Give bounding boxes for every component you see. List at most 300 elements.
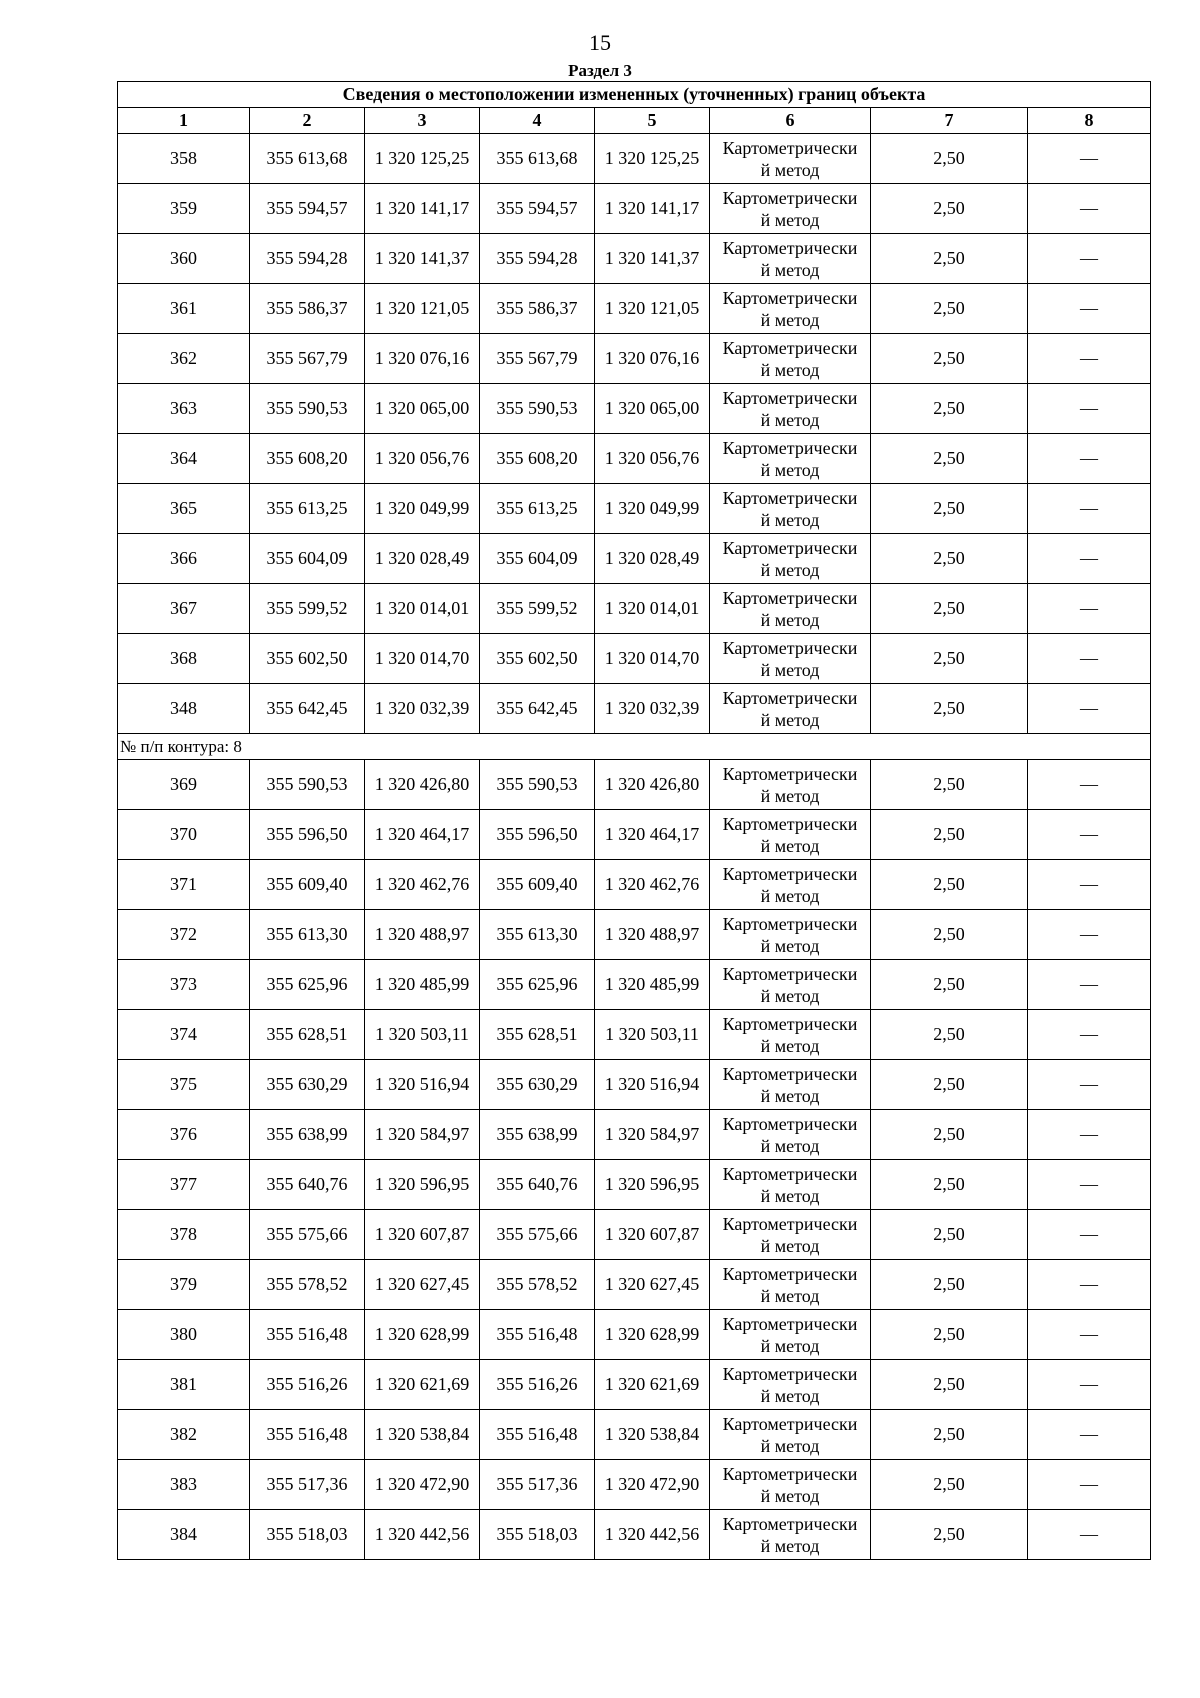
accuracy-cell: 2,50 bbox=[871, 384, 1028, 434]
description-cell: — bbox=[1028, 634, 1151, 684]
table-row bbox=[118, 1510, 1151, 1560]
method-cell bbox=[710, 584, 871, 634]
method-line-1: Картометрически bbox=[722, 1263, 858, 1284]
description-cell: — bbox=[1028, 1010, 1151, 1060]
x-new-cell: 355 625,96 bbox=[480, 960, 595, 1010]
method-line-2: й метод bbox=[760, 1135, 820, 1156]
y-new-cell: 1 320 627,45 bbox=[595, 1260, 710, 1310]
x-new-cell: 355 586,37 bbox=[480, 284, 595, 334]
point-number-cell: 370 bbox=[118, 810, 250, 860]
method-line-1: Картометрически bbox=[722, 1363, 858, 1384]
table-caption: Сведения о местоположении измененных (уточненных) границ объекта bbox=[118, 82, 1151, 108]
accuracy-cell: 2,50 bbox=[871, 584, 1028, 634]
method-line-1: Картометрически bbox=[722, 863, 858, 884]
method-line-1: Картометрически bbox=[722, 137, 858, 158]
description-cell: — bbox=[1028, 584, 1151, 634]
x-new-cell: 355 590,53 bbox=[480, 760, 595, 810]
point-number-cell: 377 bbox=[118, 1160, 250, 1210]
y-old-cell: 1 320 125,25 bbox=[365, 134, 480, 184]
x-new-cell: 355 516,26 bbox=[480, 1360, 595, 1410]
y-old-cell: 1 320 121,05 bbox=[365, 284, 480, 334]
method-line-2: й метод bbox=[760, 609, 820, 630]
x-old-cell: 355 516,48 bbox=[250, 1410, 365, 1460]
description-cell: — bbox=[1028, 484, 1151, 534]
y-new-cell: 1 320 462,76 bbox=[595, 860, 710, 910]
description-cell: — bbox=[1028, 234, 1151, 284]
x-old-cell: 355 516,48 bbox=[250, 1310, 365, 1360]
x-old-cell: 355 642,45 bbox=[250, 684, 365, 734]
method-line-2: й метод bbox=[760, 209, 820, 230]
accuracy-cell: 2,50 bbox=[871, 1110, 1028, 1160]
method-line-1: Картометрически bbox=[722, 287, 858, 308]
table-row bbox=[118, 1410, 1151, 1460]
y-new-cell: 1 320 472,90 bbox=[595, 1460, 710, 1510]
x-old-cell: 355 517,36 bbox=[250, 1460, 365, 1510]
method-cell bbox=[710, 534, 871, 584]
description-cell: — bbox=[1028, 434, 1151, 484]
table-row bbox=[118, 484, 1151, 534]
x-old-cell: 355 609,40 bbox=[250, 860, 365, 910]
point-number-cell: 373 bbox=[118, 960, 250, 1010]
point-number-cell: 384 bbox=[118, 1510, 250, 1560]
x-old-cell: 355 567,79 bbox=[250, 334, 365, 384]
accuracy-cell: 2,50 bbox=[871, 1010, 1028, 1060]
description-cell: — bbox=[1028, 1510, 1151, 1560]
y-new-cell: 1 320 628,99 bbox=[595, 1310, 710, 1360]
accuracy-cell: 2,50 bbox=[871, 910, 1028, 960]
x-new-cell: 355 599,52 bbox=[480, 584, 595, 634]
method-cell bbox=[710, 684, 871, 734]
accuracy-cell: 2,50 bbox=[871, 860, 1028, 910]
table-row bbox=[118, 1210, 1151, 1260]
x-new-cell: 355 575,66 bbox=[480, 1210, 595, 1260]
point-number-cell: 376 bbox=[118, 1110, 250, 1160]
method-line-2: й метод bbox=[760, 1085, 820, 1106]
y-new-cell: 1 320 076,16 bbox=[595, 334, 710, 384]
method-line-2: й метод bbox=[760, 1435, 820, 1456]
table-row bbox=[118, 1110, 1151, 1160]
contour-label: № п/п контура: 8 bbox=[118, 734, 1151, 760]
accuracy-cell: 2,50 bbox=[871, 634, 1028, 684]
x-old-cell: 355 594,57 bbox=[250, 184, 365, 234]
y-old-cell: 1 320 141,37 bbox=[365, 234, 480, 284]
method-line-1: Картометрически bbox=[722, 537, 858, 558]
method-line-2: й метод bbox=[760, 459, 820, 480]
boundary-table bbox=[117, 81, 1151, 1560]
y-new-cell: 1 320 014,70 bbox=[595, 634, 710, 684]
x-old-cell: 355 590,53 bbox=[250, 384, 365, 434]
y-old-cell: 1 320 628,99 bbox=[365, 1310, 480, 1360]
y-old-cell: 1 320 584,97 bbox=[365, 1110, 480, 1160]
accuracy-cell: 2,50 bbox=[871, 1160, 1028, 1210]
y-old-cell: 1 320 472,90 bbox=[365, 1460, 480, 1510]
method-line-1: Картометрически bbox=[722, 337, 858, 358]
y-old-cell: 1 320 503,11 bbox=[365, 1010, 480, 1060]
column-header-4: 4 bbox=[480, 108, 595, 134]
point-number-cell: 379 bbox=[118, 1260, 250, 1310]
y-old-cell: 1 320 516,94 bbox=[365, 1060, 480, 1110]
x-new-cell: 355 594,57 bbox=[480, 184, 595, 234]
method-cell bbox=[710, 384, 871, 434]
x-new-cell: 355 640,76 bbox=[480, 1160, 595, 1210]
accuracy-cell: 2,50 bbox=[871, 334, 1028, 384]
table-row bbox=[118, 284, 1151, 334]
point-number-cell: 368 bbox=[118, 634, 250, 684]
description-cell: — bbox=[1028, 1310, 1151, 1360]
method-line-1: Картометрически bbox=[722, 487, 858, 508]
y-old-cell: 1 320 014,70 bbox=[365, 634, 480, 684]
method-line-2: й метод bbox=[760, 359, 820, 380]
method-line-2: й метод bbox=[760, 1235, 820, 1256]
method-line-1: Картометрически bbox=[722, 1113, 858, 1134]
method-line-1: Картометрически bbox=[722, 1163, 858, 1184]
page-number: 15 bbox=[589, 30, 611, 55]
y-old-cell: 1 320 442,56 bbox=[365, 1510, 480, 1560]
method-cell bbox=[710, 860, 871, 910]
y-new-cell: 1 320 607,87 bbox=[595, 1210, 710, 1260]
accuracy-cell: 2,50 bbox=[871, 1460, 1028, 1510]
point-number-cell: 359 bbox=[118, 184, 250, 234]
method-line-2: й метод bbox=[760, 559, 820, 580]
description-cell: — bbox=[1028, 284, 1151, 334]
method-line-1: Картометрически bbox=[722, 1063, 858, 1084]
x-new-cell: 355 516,48 bbox=[480, 1410, 595, 1460]
method-line-2: й метод bbox=[760, 785, 820, 806]
y-new-cell: 1 320 141,37 bbox=[595, 234, 710, 284]
description-cell: — bbox=[1028, 384, 1151, 434]
description-cell: — bbox=[1028, 334, 1151, 384]
description-cell: — bbox=[1028, 860, 1151, 910]
y-new-cell: 1 320 516,94 bbox=[595, 1060, 710, 1110]
accuracy-cell: 2,50 bbox=[871, 1210, 1028, 1260]
method-line-1: Картометрически bbox=[722, 1213, 858, 1234]
x-old-cell: 355 586,37 bbox=[250, 284, 365, 334]
point-number-cell: 360 bbox=[118, 234, 250, 284]
x-new-cell: 355 602,50 bbox=[480, 634, 595, 684]
column-header-3: 3 bbox=[365, 108, 480, 134]
point-number-cell: 380 bbox=[118, 1310, 250, 1360]
y-old-cell: 1 320 538,84 bbox=[365, 1410, 480, 1460]
method-line-2: й метод bbox=[760, 259, 820, 280]
point-number-cell: 365 bbox=[118, 484, 250, 534]
y-new-cell: 1 320 141,17 bbox=[595, 184, 710, 234]
table-row bbox=[118, 760, 1151, 810]
y-new-cell: 1 320 028,49 bbox=[595, 534, 710, 584]
method-line-2: й метод bbox=[760, 1485, 820, 1506]
method-line-1: Картометрически bbox=[722, 813, 858, 834]
method-line-1: Картометрически bbox=[722, 963, 858, 984]
y-new-cell: 1 320 014,01 bbox=[595, 584, 710, 634]
method-line-2: й метод bbox=[760, 1385, 820, 1406]
point-number-cell: 383 bbox=[118, 1460, 250, 1510]
method-line-1: Картометрически bbox=[722, 1313, 858, 1334]
y-old-cell: 1 320 014,01 bbox=[365, 584, 480, 634]
method-cell bbox=[710, 760, 871, 810]
y-new-cell: 1 320 488,97 bbox=[595, 910, 710, 960]
table-row bbox=[118, 1460, 1151, 1510]
method-cell bbox=[710, 960, 871, 1010]
table-row bbox=[118, 434, 1151, 484]
y-old-cell: 1 320 462,76 bbox=[365, 860, 480, 910]
accuracy-cell: 2,50 bbox=[871, 960, 1028, 1010]
method-cell bbox=[710, 134, 871, 184]
description-cell: — bbox=[1028, 1160, 1151, 1210]
y-old-cell: 1 320 485,99 bbox=[365, 960, 480, 1010]
x-new-cell: 355 642,45 bbox=[480, 684, 595, 734]
method-line-1: Картометрически bbox=[722, 587, 858, 608]
method-line-1: Картометрически bbox=[722, 1463, 858, 1484]
method-line-2: й метод bbox=[760, 1035, 820, 1056]
table-row bbox=[118, 634, 1151, 684]
method-cell bbox=[710, 1260, 871, 1310]
method-line-1: Картометрически bbox=[722, 763, 858, 784]
x-new-cell: 355 578,52 bbox=[480, 1260, 595, 1310]
x-old-cell: 355 628,51 bbox=[250, 1010, 365, 1060]
y-new-cell: 1 320 584,97 bbox=[595, 1110, 710, 1160]
x-old-cell: 355 625,96 bbox=[250, 960, 365, 1010]
point-number-cell: 362 bbox=[118, 334, 250, 384]
table-row bbox=[118, 1010, 1151, 1060]
method-cell bbox=[710, 810, 871, 860]
x-old-cell: 355 608,20 bbox=[250, 434, 365, 484]
point-number-cell: 371 bbox=[118, 860, 250, 910]
table-row bbox=[118, 910, 1151, 960]
accuracy-cell: 2,50 bbox=[871, 284, 1028, 334]
description-cell: — bbox=[1028, 910, 1151, 960]
method-cell bbox=[710, 1010, 871, 1060]
x-new-cell: 355 613,25 bbox=[480, 484, 595, 534]
column-header-7: 7 bbox=[871, 108, 1028, 134]
accuracy-cell: 2,50 bbox=[871, 1410, 1028, 1460]
point-number-cell: 375 bbox=[118, 1060, 250, 1110]
description-cell: — bbox=[1028, 1260, 1151, 1310]
y-new-cell: 1 320 426,80 bbox=[595, 760, 710, 810]
column-header-6: 6 bbox=[710, 108, 871, 134]
method-cell bbox=[710, 910, 871, 960]
description-cell: — bbox=[1028, 960, 1151, 1010]
description-cell: — bbox=[1028, 1210, 1151, 1260]
description-cell: — bbox=[1028, 684, 1151, 734]
description-cell: — bbox=[1028, 1060, 1151, 1110]
description-cell: — bbox=[1028, 760, 1151, 810]
table-row bbox=[118, 334, 1151, 384]
y-new-cell: 1 320 596,95 bbox=[595, 1160, 710, 1210]
accuracy-cell: 2,50 bbox=[871, 1360, 1028, 1410]
point-number-cell: 366 bbox=[118, 534, 250, 584]
y-new-cell: 1 320 049,99 bbox=[595, 484, 710, 534]
method-line-2: й метод bbox=[760, 159, 820, 180]
method-line-1: Картометрически bbox=[722, 237, 858, 258]
method-cell bbox=[710, 284, 871, 334]
point-number-cell: 372 bbox=[118, 910, 250, 960]
x-old-cell: 355 578,52 bbox=[250, 1260, 365, 1310]
method-line-1: Картометрически bbox=[722, 387, 858, 408]
y-old-cell: 1 320 028,49 bbox=[365, 534, 480, 584]
method-cell bbox=[710, 634, 871, 684]
accuracy-cell: 2,50 bbox=[871, 684, 1028, 734]
y-old-cell: 1 320 032,39 bbox=[365, 684, 480, 734]
y-new-cell: 1 320 621,69 bbox=[595, 1360, 710, 1410]
table-row bbox=[118, 584, 1151, 634]
method-line-2: й метод bbox=[760, 1335, 820, 1356]
method-line-1: Картометрически bbox=[722, 1013, 858, 1034]
method-line-1: Картометрически bbox=[722, 187, 858, 208]
method-cell bbox=[710, 1110, 871, 1160]
y-old-cell: 1 320 621,69 bbox=[365, 1360, 480, 1410]
x-old-cell: 355 516,26 bbox=[250, 1360, 365, 1410]
x-new-cell: 355 567,79 bbox=[480, 334, 595, 384]
description-cell: — bbox=[1028, 1460, 1151, 1510]
accuracy-cell: 2,50 bbox=[871, 484, 1028, 534]
point-number-cell: 374 bbox=[118, 1010, 250, 1060]
x-old-cell: 355 596,50 bbox=[250, 810, 365, 860]
description-cell: — bbox=[1028, 534, 1151, 584]
method-cell bbox=[710, 184, 871, 234]
description-cell: — bbox=[1028, 134, 1151, 184]
y-new-cell: 1 320 121,05 bbox=[595, 284, 710, 334]
x-new-cell: 355 638,99 bbox=[480, 1110, 595, 1160]
y-old-cell: 1 320 426,80 bbox=[365, 760, 480, 810]
y-new-cell: 1 320 442,56 bbox=[595, 1510, 710, 1560]
method-cell bbox=[710, 1060, 871, 1110]
accuracy-cell: 2,50 bbox=[871, 1510, 1028, 1560]
y-old-cell: 1 320 488,97 bbox=[365, 910, 480, 960]
table-row bbox=[118, 960, 1151, 1010]
table-row bbox=[118, 1360, 1151, 1410]
table-row bbox=[118, 1160, 1151, 1210]
method-cell bbox=[710, 1160, 871, 1210]
x-new-cell: 355 594,28 bbox=[480, 234, 595, 284]
method-cell bbox=[710, 1310, 871, 1360]
y-new-cell: 1 320 056,76 bbox=[595, 434, 710, 484]
y-old-cell: 1 320 056,76 bbox=[365, 434, 480, 484]
accuracy-cell: 2,50 bbox=[871, 810, 1028, 860]
x-old-cell: 355 590,53 bbox=[250, 760, 365, 810]
point-number-cell: 381 bbox=[118, 1360, 250, 1410]
point-number-cell: 358 bbox=[118, 134, 250, 184]
column-header-5: 5 bbox=[595, 108, 710, 134]
method-line-2: й метод bbox=[760, 1285, 820, 1306]
method-line-1: Картометрически bbox=[722, 687, 858, 708]
method-line-2: й метод bbox=[760, 709, 820, 730]
x-old-cell: 355 640,76 bbox=[250, 1160, 365, 1210]
table-row bbox=[118, 860, 1151, 910]
table-row bbox=[118, 234, 1151, 284]
x-old-cell: 355 575,66 bbox=[250, 1210, 365, 1260]
accuracy-cell: 2,50 bbox=[871, 1060, 1028, 1110]
method-line-2: й метод bbox=[760, 309, 820, 330]
column-header-2: 2 bbox=[250, 108, 365, 134]
accuracy-cell: 2,50 bbox=[871, 1310, 1028, 1360]
description-cell: — bbox=[1028, 1410, 1151, 1460]
accuracy-cell: 2,50 bbox=[871, 234, 1028, 284]
method-cell bbox=[710, 234, 871, 284]
y-new-cell: 1 320 464,17 bbox=[595, 810, 710, 860]
y-old-cell: 1 320 464,17 bbox=[365, 810, 480, 860]
method-line-2: й метод bbox=[760, 409, 820, 430]
y-new-cell: 1 320 032,39 bbox=[595, 684, 710, 734]
x-old-cell: 355 518,03 bbox=[250, 1510, 365, 1560]
point-number-cell: 364 bbox=[118, 434, 250, 484]
method-cell bbox=[710, 1210, 871, 1260]
description-cell: — bbox=[1028, 184, 1151, 234]
accuracy-cell: 2,50 bbox=[871, 134, 1028, 184]
accuracy-cell: 2,50 bbox=[871, 434, 1028, 484]
accuracy-cell: 2,50 bbox=[871, 184, 1028, 234]
y-old-cell: 1 320 596,95 bbox=[365, 1160, 480, 1210]
point-number-cell: 367 bbox=[118, 584, 250, 634]
table-row bbox=[118, 1260, 1151, 1310]
contour-row bbox=[118, 734, 1151, 760]
table-row bbox=[118, 384, 1151, 434]
x-new-cell: 355 613,30 bbox=[480, 910, 595, 960]
x-old-cell: 355 638,99 bbox=[250, 1110, 365, 1160]
point-number-cell: 369 bbox=[118, 760, 250, 810]
method-line-2: й метод bbox=[760, 1535, 820, 1556]
method-cell bbox=[710, 484, 871, 534]
table-row bbox=[118, 134, 1151, 184]
method-line-2: й метод bbox=[760, 835, 820, 856]
column-header-8: 8 bbox=[1028, 108, 1151, 134]
x-new-cell: 355 630,29 bbox=[480, 1060, 595, 1110]
x-new-cell: 355 596,50 bbox=[480, 810, 595, 860]
y-old-cell: 1 320 076,16 bbox=[365, 334, 480, 384]
description-cell: — bbox=[1028, 1110, 1151, 1160]
method-line-1: Картометрически bbox=[722, 437, 858, 458]
table-row bbox=[118, 184, 1151, 234]
method-cell bbox=[710, 1410, 871, 1460]
x-old-cell: 355 613,25 bbox=[250, 484, 365, 534]
accuracy-cell: 2,50 bbox=[871, 534, 1028, 584]
method-cell bbox=[710, 1460, 871, 1510]
x-old-cell: 355 613,30 bbox=[250, 910, 365, 960]
x-new-cell: 355 608,20 bbox=[480, 434, 595, 484]
y-old-cell: 1 320 141,17 bbox=[365, 184, 480, 234]
x-old-cell: 355 599,52 bbox=[250, 584, 365, 634]
method-line-1: Картометрически bbox=[722, 913, 858, 934]
section-title: Раздел 3 bbox=[568, 61, 632, 80]
x-old-cell: 355 594,28 bbox=[250, 234, 365, 284]
method-line-2: й метод bbox=[760, 885, 820, 906]
y-new-cell: 1 320 538,84 bbox=[595, 1410, 710, 1460]
y-new-cell: 1 320 485,99 bbox=[595, 960, 710, 1010]
table-row bbox=[118, 684, 1151, 734]
y-old-cell: 1 320 627,45 bbox=[365, 1260, 480, 1310]
method-line-2: й метод bbox=[760, 935, 820, 956]
method-line-1: Картометрически bbox=[722, 637, 858, 658]
x-new-cell: 355 613,68 bbox=[480, 134, 595, 184]
method-line-2: й метод bbox=[760, 659, 820, 680]
y-new-cell: 1 320 065,00 bbox=[595, 384, 710, 434]
table-row bbox=[118, 534, 1151, 584]
point-number-cell: 348 bbox=[118, 684, 250, 734]
method-line-2: й метод bbox=[760, 985, 820, 1006]
accuracy-cell: 2,50 bbox=[871, 760, 1028, 810]
y-new-cell: 1 320 503,11 bbox=[595, 1010, 710, 1060]
method-cell bbox=[710, 334, 871, 384]
method-line-2: й метод bbox=[760, 1185, 820, 1206]
x-old-cell: 355 602,50 bbox=[250, 634, 365, 684]
table-row bbox=[118, 810, 1151, 860]
table-row bbox=[118, 1060, 1151, 1110]
method-cell bbox=[710, 434, 871, 484]
method-line-1: Картометрически bbox=[722, 1513, 858, 1534]
y-old-cell: 1 320 049,99 bbox=[365, 484, 480, 534]
table-row bbox=[118, 1310, 1151, 1360]
y-old-cell: 1 320 065,00 bbox=[365, 384, 480, 434]
y-new-cell: 1 320 125,25 bbox=[595, 134, 710, 184]
x-new-cell: 355 590,53 bbox=[480, 384, 595, 434]
